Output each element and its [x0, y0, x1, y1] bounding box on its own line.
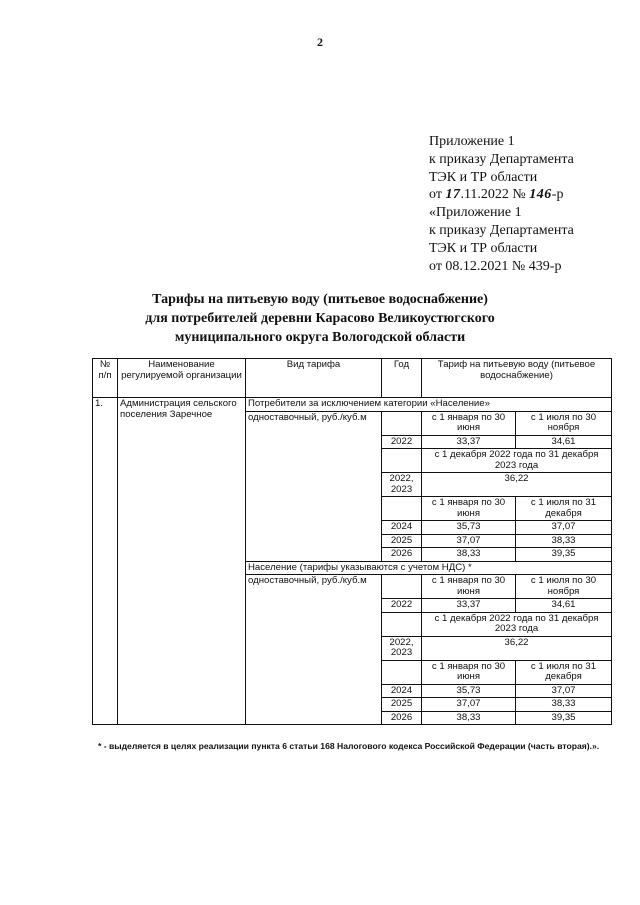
header-tariff: Тариф на питьевую воду (питьевое водоснабжение): [422, 359, 612, 398]
document-title: [70, 290, 570, 347]
year-cell: 2026: [382, 711, 422, 725]
period-label: с 1 января по 30 июня: [422, 411, 516, 435]
group-title: Потребители за исключением категории «Население»: [246, 398, 612, 412]
value-cell: 38,33: [422, 548, 516, 562]
period-label: с 1 января по 30 июня: [422, 660, 516, 684]
empty-year: [382, 449, 422, 473]
appendix-line: ТЭК и ТР области: [429, 169, 538, 185]
tariff-type: одноставочный, руб./куб.м: [246, 575, 382, 725]
appendix-date-mid: .11.2022 №: [460, 187, 530, 203]
title-line: для потребителей деревни Карасово Великоустюгского: [145, 311, 495, 326]
year-cell: 2022, 2023: [382, 473, 422, 497]
tariff-type: одноставочный, руб./куб.м: [246, 411, 382, 561]
appendix-line: от 08.12.2021 № 439-р: [429, 258, 562, 274]
value-cell: 38,33: [516, 534, 612, 548]
header-num: № п/п: [93, 359, 118, 398]
appendix-header: [429, 133, 629, 275]
value-cell: 36,22: [422, 636, 612, 660]
year-cell: 2025: [382, 534, 422, 548]
appendix-line: к приказу Департамента: [429, 151, 574, 167]
period-label: с 1 января по 30 июня: [422, 497, 516, 521]
appendix-line: Приложение 1: [429, 134, 515, 149]
empty-year: [382, 497, 422, 521]
value-cell: 33,37: [422, 435, 516, 449]
period-label: с 1 декабря 2022 года по 31 декабря 2023 года: [422, 612, 612, 636]
value-cell: 33,37: [422, 599, 516, 613]
period-label: с 1 июля по 30 ноября: [516, 575, 612, 599]
tariff-table: [92, 358, 612, 725]
title-line: муниципального округа Вологодской области: [174, 330, 466, 345]
value-cell: 35,73: [422, 521, 516, 535]
period-label: с 1 декабря 2022 года по 31 декабря 2023 года: [422, 449, 612, 473]
header-type: Вид тарифа: [246, 359, 382, 398]
value-cell: 37,07: [422, 698, 516, 712]
empty-year: [382, 660, 422, 684]
handwritten-number: 146: [529, 187, 552, 203]
period-label: с 1 июля по 31 декабря: [516, 497, 612, 521]
year-cell: 2025: [382, 698, 422, 712]
value-cell: 37,07: [516, 521, 612, 535]
year-cell: 2024: [382, 521, 422, 535]
page-number: 2: [317, 35, 323, 49]
org-name: Администрация сельского поселения Заречное: [118, 398, 246, 725]
value-cell: 34,61: [516, 599, 612, 613]
empty-year: [382, 575, 422, 599]
appendix-line: «Приложение 1: [429, 205, 522, 221]
period-label: с 1 июля по 31 декабря: [516, 660, 612, 684]
value-cell: 39,35: [516, 711, 612, 725]
period-label: с 1 июля по 30 ноября: [516, 411, 612, 435]
table-row: [93, 398, 612, 412]
value-cell: 37,07: [516, 684, 612, 698]
empty-year: [382, 612, 422, 636]
empty-year: [382, 411, 422, 435]
title-line: Тарифы на питьевую воду (питьевое водоснабжение): [152, 292, 488, 307]
header-org: Наименование регулируемой организации: [118, 359, 246, 398]
value-cell: 39,35: [516, 548, 612, 562]
appendix-line: ТЭК и ТР области: [429, 240, 538, 256]
year-cell: 2024: [382, 684, 422, 698]
handwritten-day: 17: [445, 187, 461, 203]
table-header-row: [93, 359, 612, 398]
value-cell: 35,73: [422, 684, 516, 698]
year-cell: 2026: [382, 548, 422, 562]
year-cell: 2022, 2023: [382, 636, 422, 660]
value-cell: 37,07: [422, 534, 516, 548]
value-cell: 38,33: [516, 698, 612, 712]
value-cell: 34,61: [516, 435, 612, 449]
appendix-date-prefix: от: [429, 187, 446, 203]
footnote: * - выделяется в целях реализации пункта 6 статьи 168 Налогового кодекса Российской Федерации (часть вторая).».: [98, 741, 600, 751]
appendix-date-line: [429, 186, 629, 204]
appendix-date-suffix: -р: [551, 187, 564, 203]
appendix-line: к приказу Департамента: [429, 222, 574, 238]
year-cell: 2022: [382, 599, 422, 613]
year-cell: 2022: [382, 435, 422, 449]
row-number: 1.: [93, 398, 118, 725]
value-cell: 36,22: [422, 473, 612, 497]
group-title: Население (тарифы указываются с учетом НДС) *: [246, 561, 612, 575]
period-label: с 1 января по 30 июня: [422, 575, 516, 599]
value-cell: 38,33: [422, 711, 516, 725]
header-year: Год: [382, 359, 422, 398]
